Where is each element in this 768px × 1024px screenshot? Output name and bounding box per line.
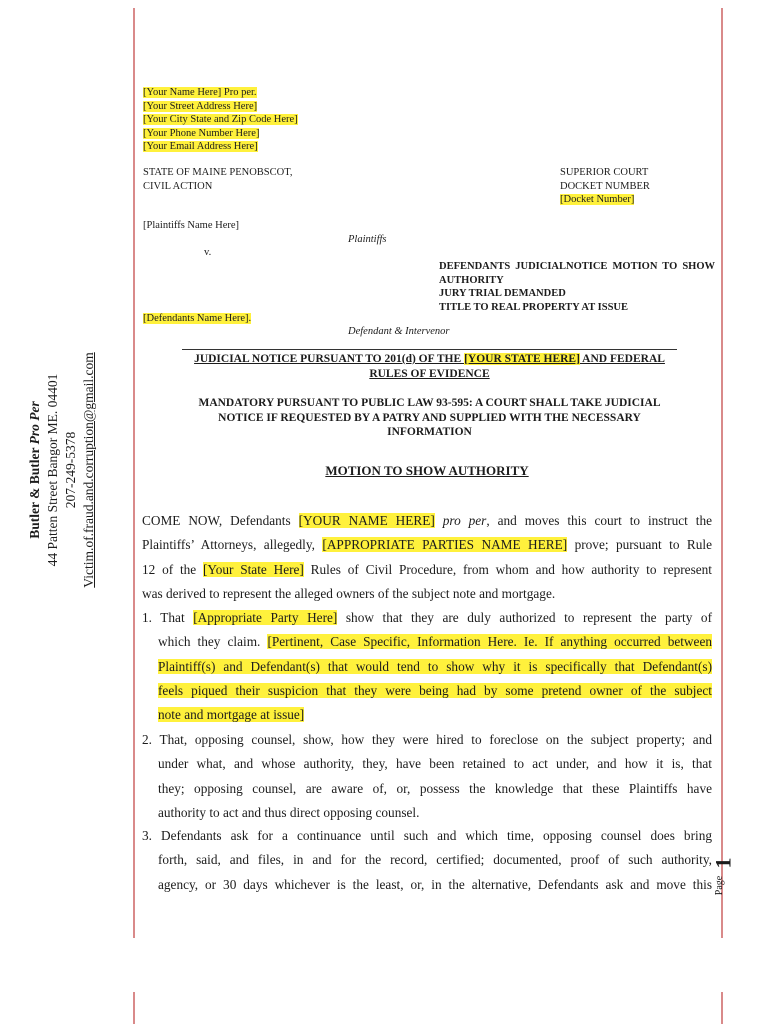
- filer-phone: [Your Phone Number Here]: [143, 127, 260, 139]
- sidebar-firm: Butler & Butler: [27, 444, 42, 539]
- item1-line4: feels piqued their suspicion that they were being had by some pretend owner of the subject: [158, 682, 712, 698]
- item2-line1: 2. That, opposing counsel, show, how they were hired to foreclose on the subject property; and: [142, 732, 712, 747]
- state-placeholder: [Your State Here]: [203, 561, 304, 577]
- notice-title: [142, 352, 717, 381]
- item1-line3: Plaintiff(s) and Defendant(s) that would tend to show why it is specifically that Defendant(s): [158, 658, 712, 674]
- filer-city: [Your City State and Zip Code Here]: [143, 114, 298, 125]
- intro-line2: Plaintiffs’ Attorneys, allegedly, [APPROPRIATE PARTIES NAME HERE] prove; pursuant to Rule: [142, 537, 712, 553]
- mandatory-line3: INFORMATION: [387, 426, 472, 438]
- sidebar-firm-italic: Pro Per: [27, 401, 42, 445]
- notice-title-part2: AND FEDERAL: [579, 353, 665, 365]
- intro-line3: 12 of the [Your State Here] Rules of Civil Procedure, from whom and how authority to represent: [142, 561, 712, 577]
- intro-paragraph: [142, 509, 712, 606]
- item3-line1: 3. Defendants ask for a continuance until such and which time, opposing counsel does bring: [142, 828, 712, 843]
- right-margin-line: [721, 8, 723, 938]
- caption-line3: JURY TRIAL DEMANDED: [439, 288, 566, 299]
- mandatory-line1: MANDATORY PURSUANT TO PUBLIC LAW 93-595: A COURT SHALL TAKE JUDICIAL: [198, 397, 661, 409]
- parties-name-placeholder: [APPROPRIATE PARTIES NAME HERE]: [322, 537, 568, 553]
- sidebar-phone: 207-249-5378: [63, 431, 78, 509]
- page-marker: [710, 850, 740, 900]
- caption-right: [439, 260, 715, 314]
- notice-title-state: [YOUR STATE HERE]: [464, 353, 580, 365]
- mandatory-line2: NOTICE IF REQUESTED BY A PATRY AND SUPPLIED WITH THE NECESSARY: [218, 411, 641, 424]
- left-margin-line-lower: [133, 992, 135, 1024]
- caption-line1: DEFENDANTS JUDICIALNOTICE MOTION TO SHOW: [439, 261, 715, 272]
- list-item: [142, 728, 712, 825]
- title-rule: [182, 349, 677, 350]
- court-civil-action: CIVIL ACTION: [143, 180, 213, 192]
- right-margin-line-lower: [721, 992, 723, 1024]
- caption-line4: TITLE TO REAL PROPERTY AT ISSUE: [439, 301, 628, 313]
- list-item: [142, 824, 712, 897]
- item2-line2: under what, and whose authority, they, have been retained to act under, and how it is, that: [158, 756, 712, 772]
- court-left: [143, 166, 292, 193]
- notice-title-part1: JUDICIAL NOTICE PURSUANT TO 201(d) OF THE: [194, 353, 465, 365]
- plaintiffs-name: [Plaintiffs Name Here]: [143, 220, 240, 231]
- filer-email: [Your Email Address Here]: [143, 141, 258, 152]
- list-item: [142, 606, 712, 727]
- defendant-label: Defendant & Intervenor: [348, 326, 450, 337]
- item3-line3: agency, or 30 days whichever is the least, or, in the alternative, Defendants ask and move this: [158, 876, 712, 892]
- court-state: STATE OF MAINE PENOBSCOT,: [143, 167, 293, 178]
- mandatory-notice: [142, 396, 717, 440]
- intro-line1: COME NOW, Defendants [YOUR NAME HERE] pro per, and moves this court to instruct the: [142, 513, 712, 528]
- caption-line2: AUTHORITY: [439, 274, 504, 286]
- item2-line4: authority to act and thus direct opposing counsel.: [158, 804, 420, 820]
- notice-title-line2: RULES OF EVIDENCE: [369, 367, 490, 380]
- motion-title: MOTION TO SHOW AUTHORITY: [325, 463, 529, 478]
- party-placeholder: [Appropriate Party Here]: [193, 610, 338, 625]
- filer-street: [Your Street Address Here]: [143, 100, 258, 112]
- intro-line4: was derived to represent the alleged owners of the subject note and mortgage.: [142, 585, 556, 601]
- defendants-name: [Defendants Name Here].: [143, 313, 252, 324]
- sidebar-letterhead: [26, 352, 98, 587]
- docket-label: DOCKET NUMBER: [560, 180, 650, 192]
- item3-line2: forth, said, and files, in and for the record, certified; documented, proof of such authority,: [158, 852, 712, 868]
- item1-line5: note and mortgage at issue]: [158, 707, 305, 723]
- court-name: SUPERIOR COURT: [560, 167, 649, 178]
- page-number: 1: [710, 857, 736, 869]
- filer-info-block: [143, 86, 298, 154]
- item2-line3: they; opposing counsel, are aware of, or, possess the knowledge that these Plaintiffs have: [158, 780, 712, 796]
- item1-line1: 1. That [Appropriate Party Here] show that they are duly authorized to represent the party of: [142, 610, 713, 625]
- versus: v.: [204, 247, 212, 258]
- plaintiffs-label: Plaintiffs: [348, 234, 387, 245]
- filer-name: [Your Name Here] Pro per.: [143, 87, 257, 98]
- sidebar-address: 44 Patten Street Bangor ME. 04401: [45, 373, 60, 567]
- docket-number: [Docket Number]: [560, 194, 635, 205]
- your-name-placeholder: [YOUR NAME HERE]: [298, 513, 435, 528]
- item1-line2: which they claim. [Pertinent, Case Specific, Information Here. Ie. If anything occurred between: [158, 634, 712, 650]
- defendants-name-line: [143, 312, 251, 326]
- sidebar-email[interactable]: Victim.of.fraud.and.corruption@gmail.com: [81, 352, 96, 588]
- page-label: Page: [714, 875, 726, 896]
- court-right: [560, 166, 650, 207]
- left-margin-line: [133, 8, 135, 938]
